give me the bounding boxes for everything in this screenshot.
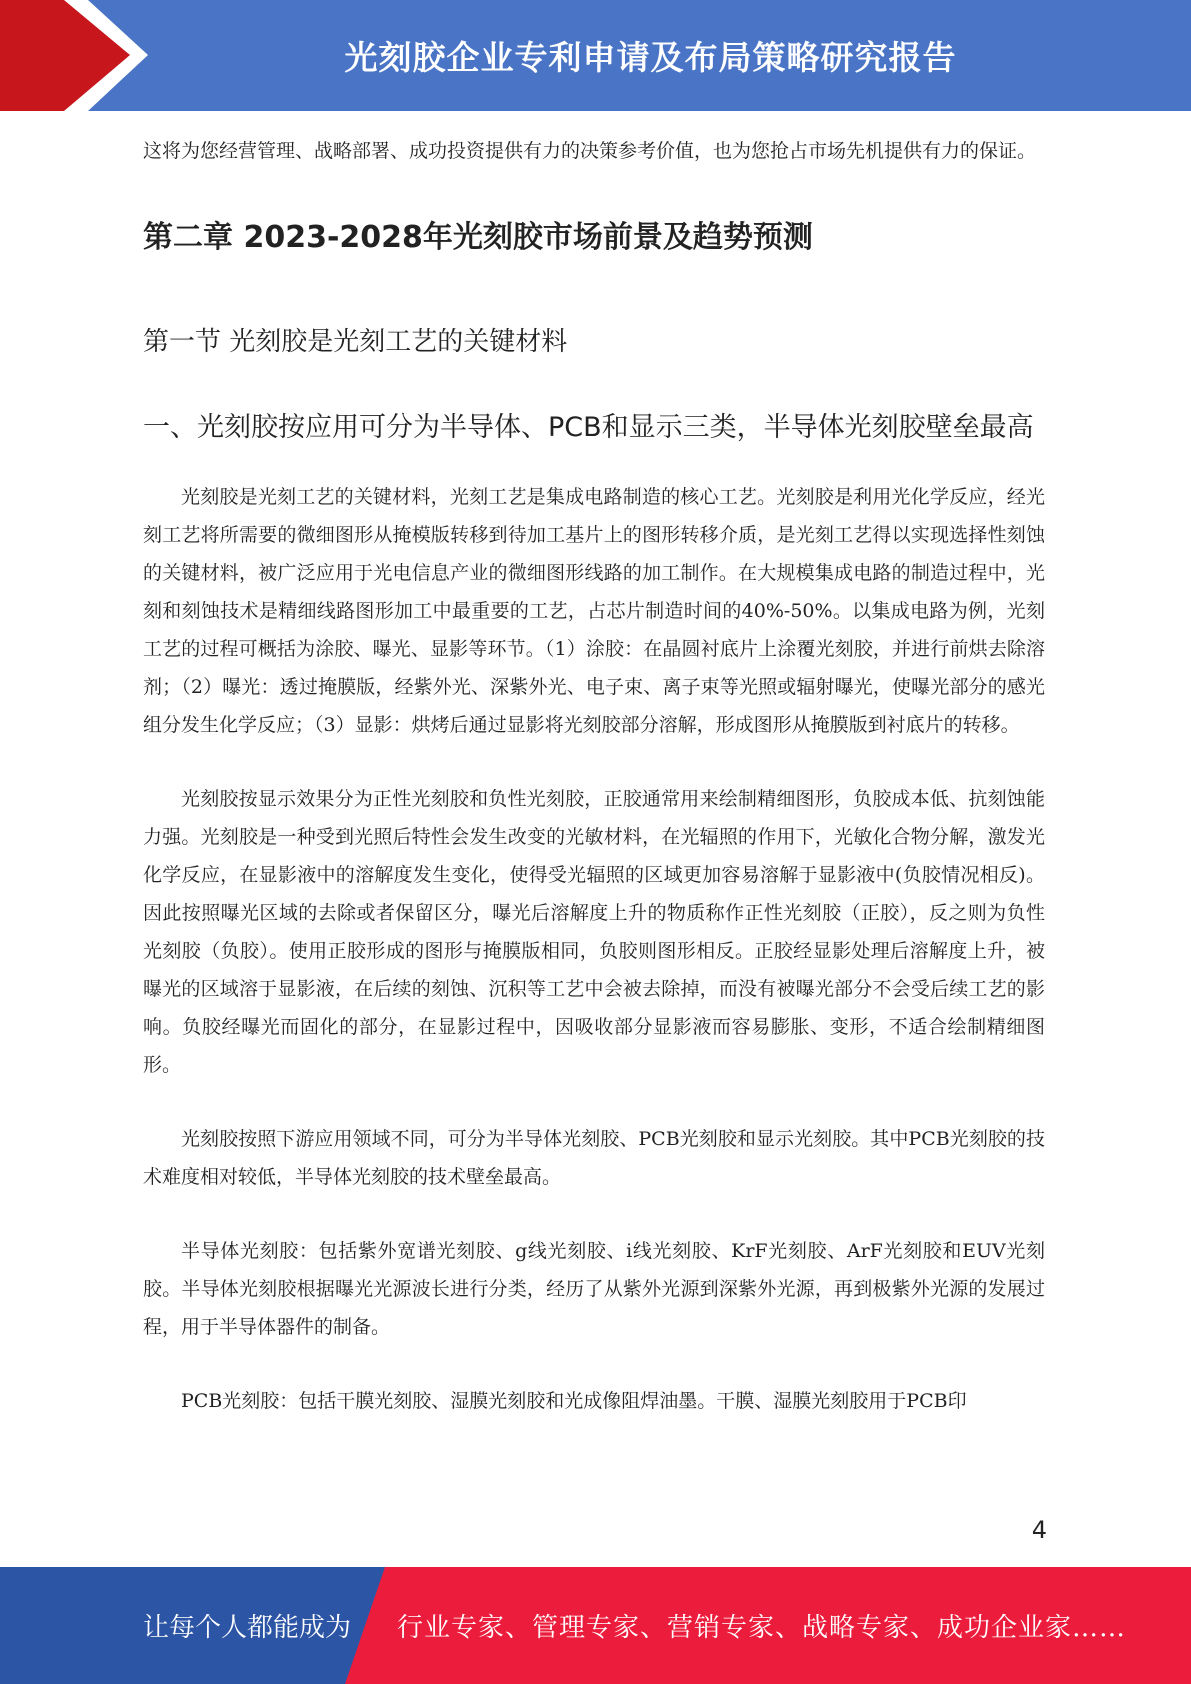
page-header xyxy=(0,0,1191,111)
body-paragraph-5: PCB光刻胶：包括干膜光刻胶、湿膜光刻胶和光成像阻焊油墨。干膜、湿膜光刻胶用于PCB印 xyxy=(181,1390,967,1412)
subsection-title: 一、光刻胶按应用可分为半导体、PCB和显示三类，半导体光刻胶壁垒最高 xyxy=(143,412,1034,443)
report-title: 光刻胶企业专利申请及布局策略研究报告 xyxy=(344,38,957,77)
body-paragraph-4: 半导体光刻胶：包括紫外宽谱光刻胶、g线光刻胶、i线光刻胶、KrF光刻胶、ArF光刻胶和EUV光刻胶。半导体光刻胶根据曝光光源波长进行分类，经历了从紫外光源到深紫外光源，再到极紫外光源的发展过程，用于半导体器件的制备。 xyxy=(143,1240,1045,1338)
section-title: 第一节 光刻胶是光刻工艺的关键材料 xyxy=(143,327,568,357)
page-footer xyxy=(0,1567,1191,1684)
body-paragraph-1: 光刻胶是光刻工艺的关键材料，光刻工艺是集成电路制造的核心工艺。光刻胶是利用光化学反应，经光刻工艺将所需要的微细图形从掩模版转移到待加工基片上的图形转移介质，是光刻工艺得以实现选择性刻蚀的关键材料，被广泛应用于光电信息产业的微细图形线路的加工制作。在大规模集成电路的制造过程中，光刻和刻蚀技术是精细线路图形加工中最重要的工艺，占芯片制造时间的40%-50%。以集成电路为例，光刻工艺的过程可概括为涂胶、曝光、显影等环节。（1）涂胶：在晶圆衬底片上涂覆光刻胶，并进行前烘去除溶剂；（2）曝光：透过掩膜版，经紫外光、深紫外光、电子束、离子束等光照或辐射曝光，使曝光部分的感光组分发生化学反应；（3）显影：烘烤后通过显影将光刻胶部分溶解，形成图形从掩膜版到衬底片的转移。 xyxy=(143,486,1045,736)
intro-paragraph: 这将为您经营管理、战略部署、成功投资提供有力的决策参考价值，也为您抢占市场先机提供有力的保证。 xyxy=(143,140,1037,162)
chapter-title: 第二章 2023-2028年光刻胶市场前景及趋势预测 xyxy=(143,220,813,255)
footer-slogan-right: 行业专家、管理专家、营销专家、战略专家、成功企业家…… xyxy=(397,1613,1127,1643)
body-paragraph-3: 光刻胶按照下游应用领域不同，可分为半导体光刻胶、PCB光刻胶和显示光刻胶。其中PCB光刻胶的技术难度相对较低，半导体光刻胶的技术壁垒最高。 xyxy=(143,1128,1045,1188)
page-number: 4 xyxy=(1031,1516,1047,1544)
footer-slogan-left: 让每个人都能成为 xyxy=(143,1613,352,1643)
body-paragraph-2: 光刻胶按显示效果分为正性光刻胶和负性光刻胶，正胶通常用来绘制精细图形，负胶成本低、抗刻蚀能力强。光刻胶是一种受到光照后特性会发生改变的光敏材料，在光辐照的作用下，光敏化合物分解，激发光化学反应，在显影液中的溶解度发生变化，使得受光辐照的区域更加容易溶解于显影液中(负胶情况相反)。因此按照曝光区域的去除或者保留区分，曝光后溶解度上升的物质称作正性光刻胶（正胶），反之则为负性光刻胶（负胶）。使用正胶形成的图形与掩膜版相同，负胶则图形相反。正胶经显影处理后溶解度上升，被曝光的区域溶于显影液，在后续的刻蚀、沉积等工艺中会被去除掉，而没有被曝光部分不会受后续工艺的影响。负胶经曝光而固化的部分，在显影过程中，因吸收部分显影液而容易膨胀、变形，不适合绘制精细图形。 xyxy=(143,788,1045,1076)
page-content xyxy=(143,132,1045,1420)
